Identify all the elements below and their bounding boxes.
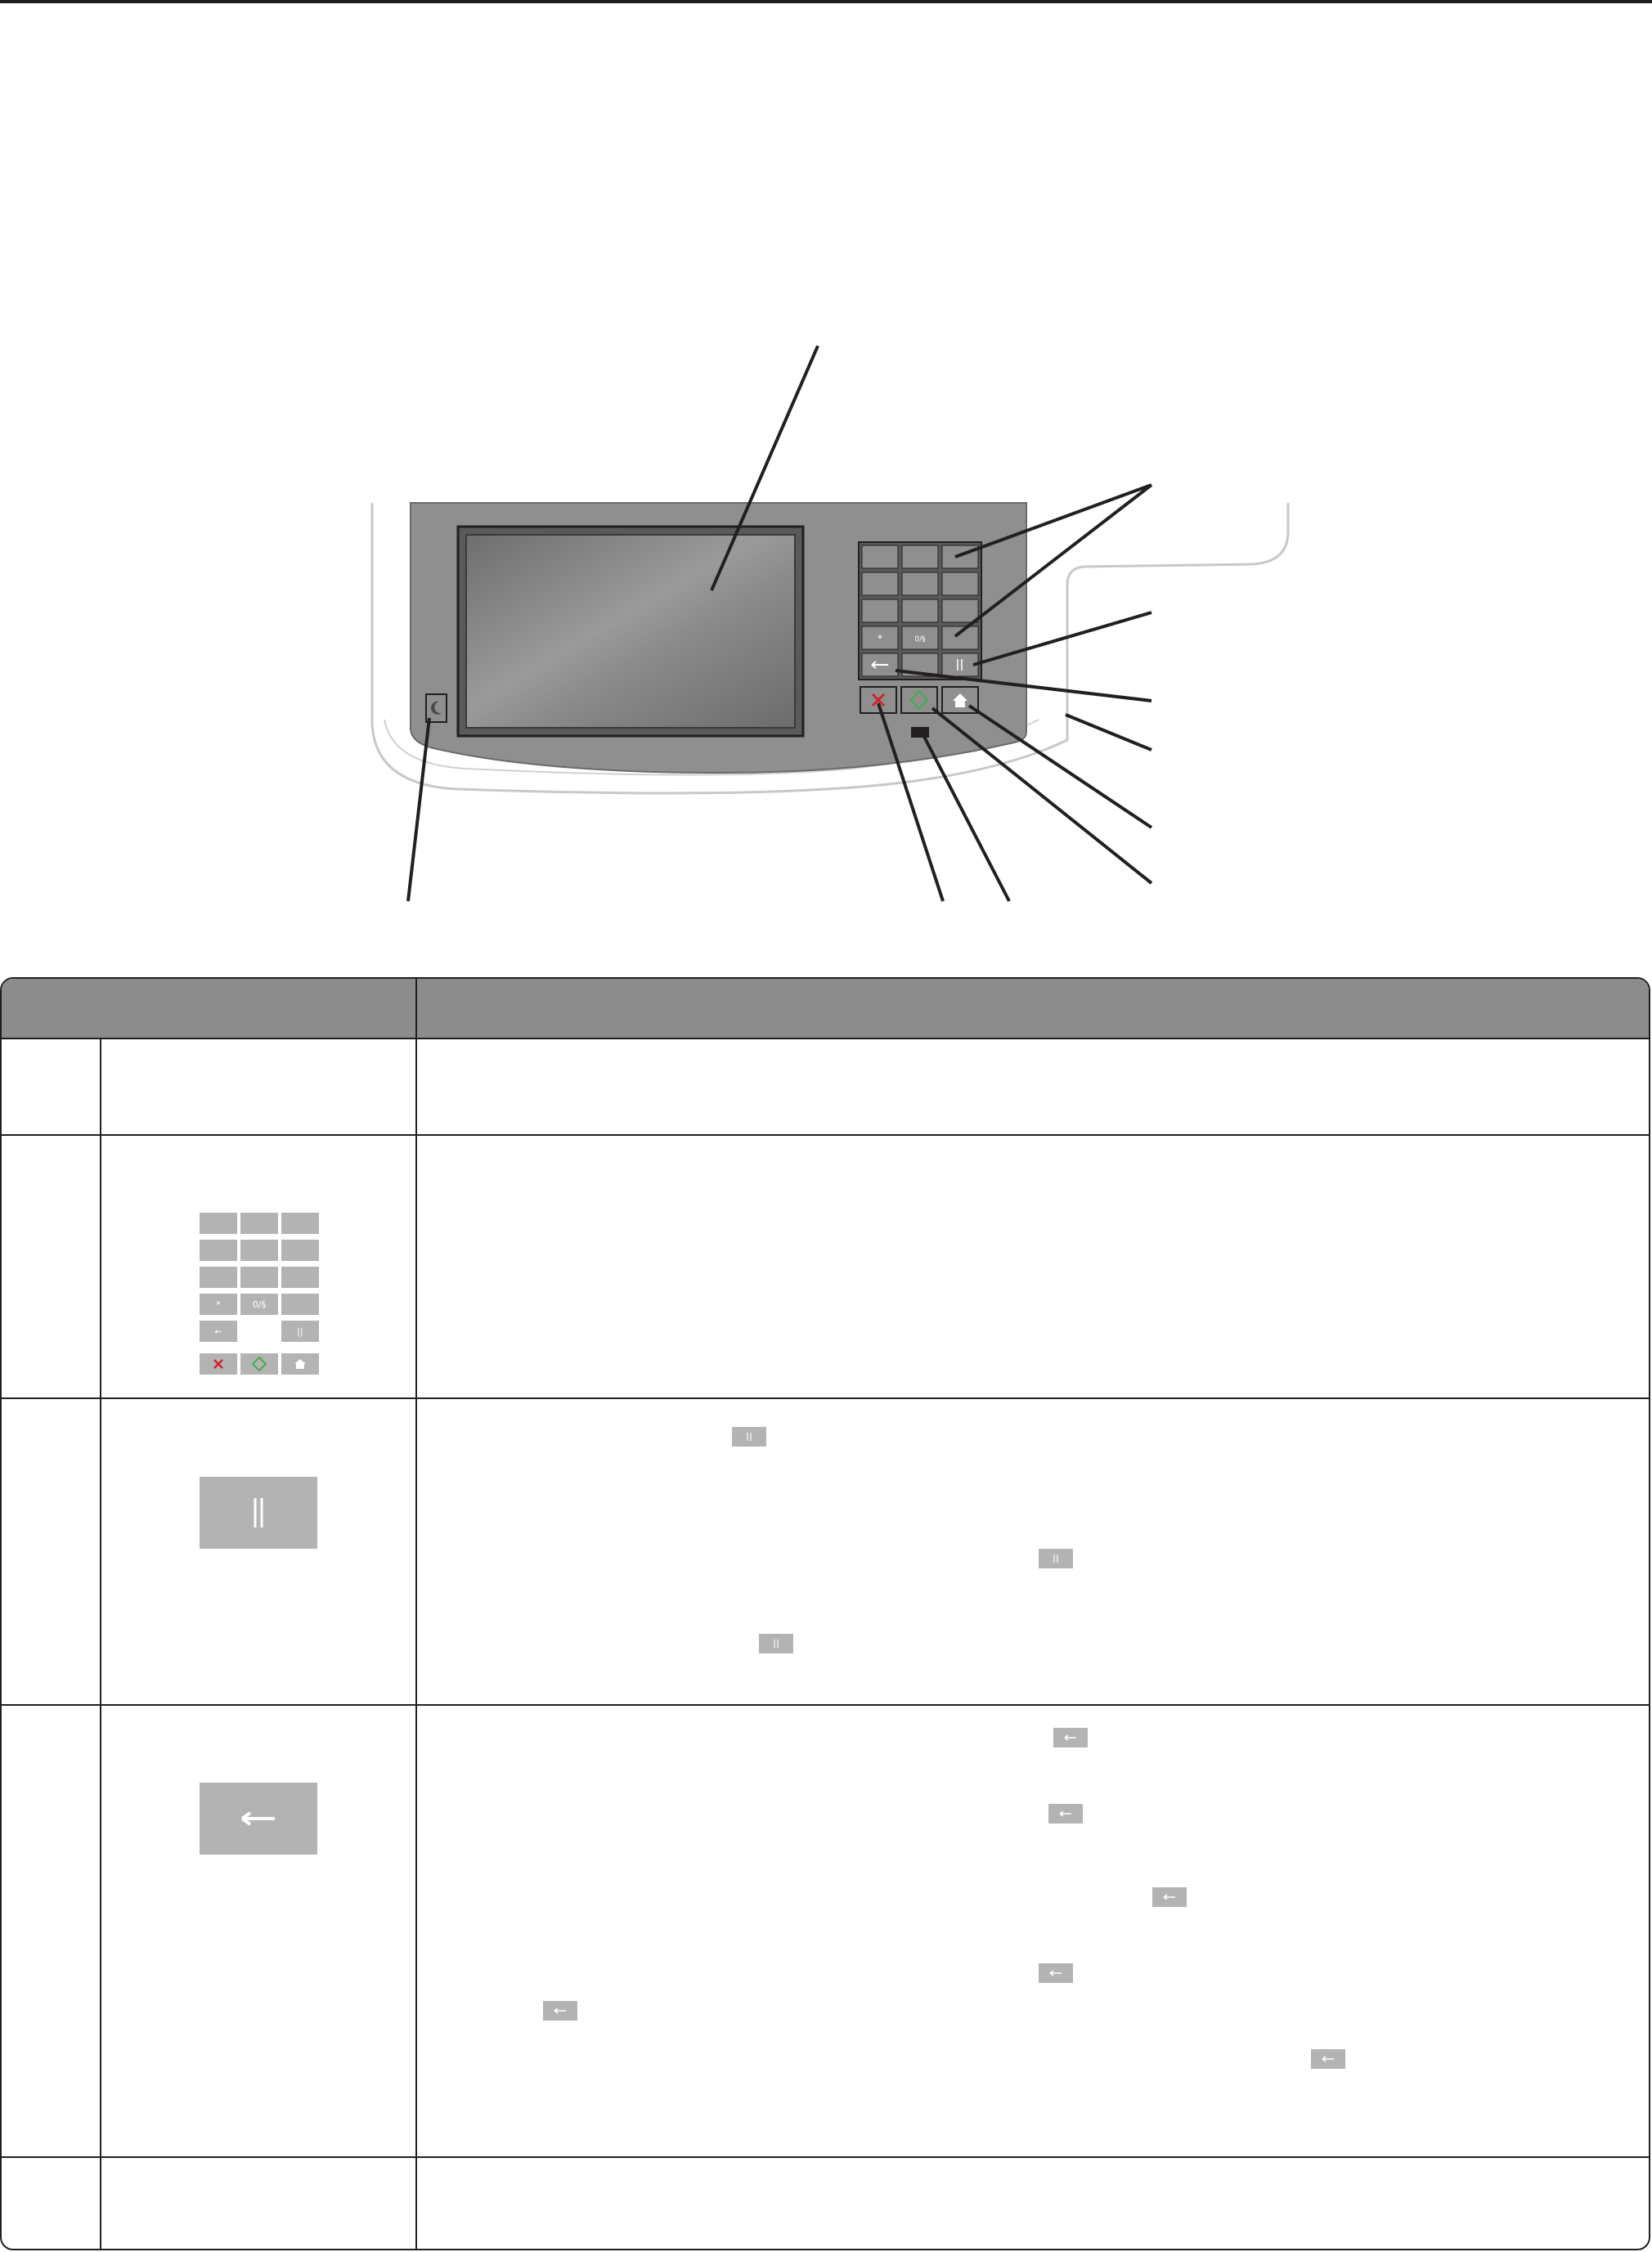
key-4 <box>862 572 898 595</box>
key-0-label: 0/§ <box>914 635 926 644</box>
inline-back-icon <box>1048 1804 1083 1824</box>
mini-key <box>281 1267 319 1288</box>
mini-home-button <box>281 1353 319 1375</box>
mini-key-pause: || <box>281 1321 319 1342</box>
diamond-icon <box>252 1357 267 1371</box>
col-divider-1 <box>100 1038 101 2250</box>
row-divider-2 <box>2 1397 1649 1399</box>
col-divider-2 <box>415 1038 417 2250</box>
arrow-left-icon <box>1058 1810 1073 1818</box>
mini-key <box>200 1267 237 1288</box>
arrow-left-icon <box>1048 1969 1063 1977</box>
arrow-left-icon <box>553 2007 568 2015</box>
row-divider-3 <box>2 1704 1649 1706</box>
key-8 <box>902 599 938 622</box>
header-divider <box>415 979 417 1038</box>
mini-key <box>200 1240 237 1261</box>
usb-port <box>911 727 929 738</box>
inline-back-icon <box>543 2001 577 2021</box>
arrow-left-icon <box>1321 2055 1336 2063</box>
inline-back-icon <box>1311 2049 1345 2069</box>
inline-back-icon <box>1039 1963 1073 1983</box>
pause-key-icon <box>200 1477 317 1549</box>
pause-icon <box>746 1432 752 1442</box>
sleep-button <box>426 694 447 722</box>
key-2 <box>902 545 938 568</box>
mini-stop-button <box>200 1353 237 1375</box>
key-5 <box>902 572 938 595</box>
mini-key <box>200 1213 237 1234</box>
key-pause <box>942 653 978 676</box>
key-6 <box>942 572 978 595</box>
inline-back-icon <box>1053 1728 1088 1747</box>
control-panel-illustration <box>0 0 1652 908</box>
mini-key-back: ← <box>200 1321 237 1342</box>
mini-key-0: 0/§ <box>240 1294 278 1315</box>
arrow-left-icon <box>1162 1893 1177 1901</box>
numeric-keypad <box>859 542 981 680</box>
display-screen <box>466 535 795 728</box>
arrow-left-icon <box>239 1809 278 1828</box>
mini-key <box>240 1213 278 1234</box>
pause-icon <box>773 1639 779 1649</box>
mini-key <box>281 1213 319 1234</box>
inline-pause-icon <box>1039 1549 1073 1568</box>
table-header <box>2 979 1649 1039</box>
key-7 <box>862 599 898 622</box>
back-key-icon <box>200 1783 317 1855</box>
mini-start-button <box>240 1353 278 1375</box>
mini-key <box>240 1267 278 1288</box>
row-divider-1 <box>2 1134 1649 1136</box>
control-panel-table <box>0 977 1650 2250</box>
mini-key <box>281 1294 319 1315</box>
key-star-label: * <box>878 633 882 644</box>
mini-key <box>281 1240 319 1261</box>
row-divider-4 <box>2 2156 1649 2158</box>
key-9 <box>942 599 978 622</box>
mini-key <box>240 1240 278 1261</box>
inline-back-icon <box>1152 1887 1187 1907</box>
pause-icon <box>250 1496 267 1529</box>
home-icon <box>294 1358 307 1370</box>
key-1 <box>862 545 898 568</box>
x-icon <box>212 1357 225 1370</box>
inline-pause-icon <box>732 1427 766 1447</box>
key-hash <box>942 626 978 649</box>
pause-icon <box>1053 1554 1059 1563</box>
inline-pause-icon <box>759 1634 793 1653</box>
mini-key-star: * <box>200 1294 237 1315</box>
arrow-left-icon <box>1063 1734 1078 1742</box>
